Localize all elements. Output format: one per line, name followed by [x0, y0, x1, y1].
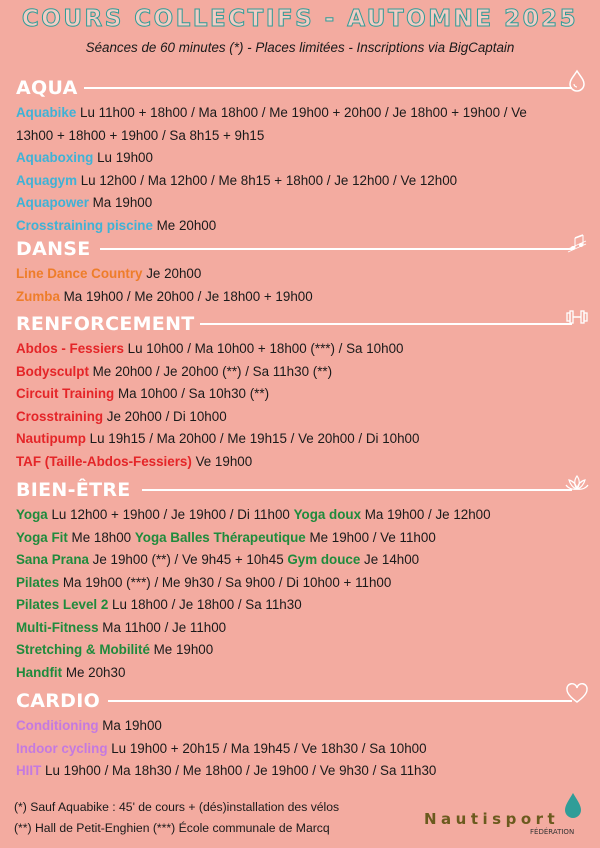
course-row — [16, 504, 584, 527]
section-danse — [0, 237, 600, 308]
course-name: Yoga doux — [293, 507, 362, 522]
section-rows — [0, 715, 600, 783]
course-row — [16, 215, 584, 238]
course-schedule: Me 20h00 / Je 20h00 (**) / Sa 11h30 (**) — [88, 363, 333, 379]
course-name: Yoga Fit — [16, 529, 68, 545]
section-aqua — [0, 76, 600, 237]
course-row — [16, 617, 584, 640]
section-rows — [0, 102, 600, 237]
section-title-renforcement: RENFORCEMENT — [16, 313, 195, 335]
course-row — [16, 147, 584, 170]
heart-icon — [564, 681, 590, 707]
course-row — [16, 527, 584, 550]
page-subtitle: Séances de 60 minutes (*) - Places limitées - Inscriptions via BigCaptain — [85, 40, 515, 55]
course-row — [16, 406, 584, 429]
course-name: Crosstraining — [16, 408, 104, 424]
course-name: Gym douce — [287, 552, 361, 567]
section-title-aqua: AQUA — [16, 77, 78, 99]
section-divider — [100, 248, 572, 250]
course-row — [16, 286, 584, 309]
course-schedule: Ma 19h00 — [88, 195, 153, 210]
course-schedule: Me 20h00 — [152, 217, 217, 233]
section-divider — [200, 323, 572, 325]
course-name: Aquapower — [16, 195, 89, 210]
federation-label: FÉDÉRATION — [530, 828, 575, 836]
section-title-danse: DANSE — [16, 238, 91, 260]
course-schedule: Ma 19h00 — [98, 718, 162, 733]
course-schedule: Lu 19h00 + 20h15 / Ma 19h45 / Ve 18h30 / Sa 10h00 — [107, 740, 427, 756]
course-row — [16, 662, 584, 685]
section-bien-etre — [0, 478, 600, 684]
course-name: Multi-Fitness — [16, 619, 99, 635]
logo-text: Nautisport — [424, 810, 560, 828]
course-schedule: Me 18h00 — [67, 529, 135, 545]
section-title-bien-etre: BIEN-ÊTRE — [16, 479, 131, 501]
water-drop-icon — [562, 792, 584, 820]
course-schedule: Me 19h00 — [149, 642, 214, 657]
course-name: Stretching & Mobilité — [16, 642, 150, 657]
section-renforcement — [0, 312, 600, 473]
dumbbell-icon — [564, 304, 590, 330]
course-name: Abdos - Fessiers — [16, 341, 124, 356]
course-schedule: Lu 19h00 / Ma 18h30 / Me 18h00 / Je 19h00 / Ve 9h30 / Sa 11h30 — [41, 763, 437, 778]
course-schedule: Ma 19h00 / Je 12h00 — [361, 507, 491, 522]
course-schedule: Lu 19h00 — [93, 150, 153, 165]
course-row — [16, 639, 584, 662]
course-name: Circuit Training — [16, 386, 115, 401]
course-row — [16, 549, 584, 572]
course-row — [16, 738, 584, 761]
course-row — [16, 170, 584, 193]
section-divider — [84, 87, 572, 89]
course-schedule: Je 19h00 (**) / Ve 9h45 + 10h45 — [88, 552, 288, 567]
course-schedule: Lu 18h00 / Je 18h00 / Sa 11h30 — [108, 597, 302, 612]
course-schedule: Lu 10h00 / Ma 10h00 + 18h00 (***) / Sa 10h00 — [123, 341, 404, 356]
course-schedule: Lu 12h00 / Ma 12h00 / Me 8h15 + 18h00 / Je 12h00 / Ve 12h00 — [77, 172, 458, 188]
course-row — [16, 192, 584, 215]
footnotes — [14, 797, 339, 839]
music-notes-icon — [564, 229, 590, 255]
course-name: Handfit — [16, 664, 63, 680]
course-schedule: Je 20h00 / Di 10h00 — [103, 408, 227, 424]
course-schedule: Me 19h00 / Ve 11h00 — [305, 529, 436, 545]
nautisport-logo — [420, 792, 590, 842]
course-row — [16, 428, 584, 451]
course-name: Aquabike — [16, 105, 77, 120]
course-name: Yoga — [16, 507, 48, 522]
course-name: Conditioning — [16, 718, 99, 733]
course-name: Crosstraining piscine — [16, 217, 153, 233]
course-row — [16, 263, 584, 286]
course-schedule: 13h00 + 18h00 + 19h00 / Sa 8h15 + 9h15 — [16, 127, 265, 143]
course-name: Line Dance Country — [16, 266, 143, 281]
course-schedule: Lu 11h00 + 18h00 / Ma 18h00 / Me 19h00 + 20h00 / Je 18h00 + 19h00 / Ve — [76, 105, 527, 120]
course-name: Pilates Level 2 — [16, 597, 109, 612]
course-row — [16, 102, 584, 125]
course-row — [16, 361, 584, 384]
course-row — [16, 451, 584, 474]
course-schedule: Ma 11h00 / Je 11h00 — [98, 619, 227, 635]
course-name: TAF (Taille-Abdos-Fessiers) — [16, 453, 192, 469]
course-name: Nautipump — [16, 431, 86, 446]
course-row — [16, 125, 584, 148]
course-row — [16, 572, 584, 595]
course-name: Aquagym — [16, 172, 78, 188]
lotus-icon — [564, 470, 590, 496]
footnote: (**) Hall de Petit-Enghien (***) École communale de Marcq — [14, 821, 330, 835]
course-name: Zumba — [16, 288, 60, 304]
page-title: COURS COLLECTIFS - AUTOMNE 2025 — [21, 6, 579, 32]
course-name: Indoor cycling — [16, 740, 108, 756]
course-schedule: Je 20h00 — [142, 266, 202, 281]
course-row — [16, 383, 584, 406]
section-rows — [0, 338, 600, 473]
water-drop-icon — [564, 68, 590, 94]
course-row — [16, 760, 584, 783]
course-row — [16, 715, 584, 738]
course-schedule: Lu 19h15 / Ma 20h00 / Me 19h15 / Ve 20h00 / Di 10h00 — [85, 431, 420, 446]
footnote: (*) Sauf Aquabike : 45' de cours + (dés)installation des vélos — [14, 800, 340, 814]
course-schedule: Ma 10h00 / Sa 10h30 (**) — [114, 386, 270, 401]
course-schedule: Ve 19h00 — [191, 453, 253, 469]
section-rows — [0, 504, 600, 684]
section-divider — [108, 700, 572, 702]
section-rows — [0, 263, 600, 308]
course-schedule: Me 20h30 — [62, 664, 126, 680]
course-name: Bodysculpt — [16, 363, 89, 379]
course-name: Pilates — [16, 574, 60, 590]
course-row — [16, 338, 584, 361]
course-name: Aquaboxing — [16, 150, 94, 165]
section-cardio — [0, 689, 600, 783]
section-divider — [142, 489, 572, 491]
course-row — [16, 594, 584, 617]
course-schedule: Ma 19h00 / Me 20h00 / Je 18h00 + 19h00 — [59, 288, 313, 304]
course-schedule: Ma 19h00 (***) / Me 9h30 / Sa 9h00 / Di 10h00 + 11h00 — [59, 574, 392, 590]
course-schedule: Je 14h00 — [360, 552, 420, 567]
course-name: Sana Prana — [16, 552, 89, 567]
course-name: Yoga Balles Thérapeutique — [134, 529, 306, 545]
section-title-cardio: CARDIO — [16, 690, 101, 712]
course-name: HIIT — [16, 763, 42, 778]
course-schedule: Lu 12h00 + 19h00 / Je 19h00 / Di 11h00 — [47, 507, 294, 522]
